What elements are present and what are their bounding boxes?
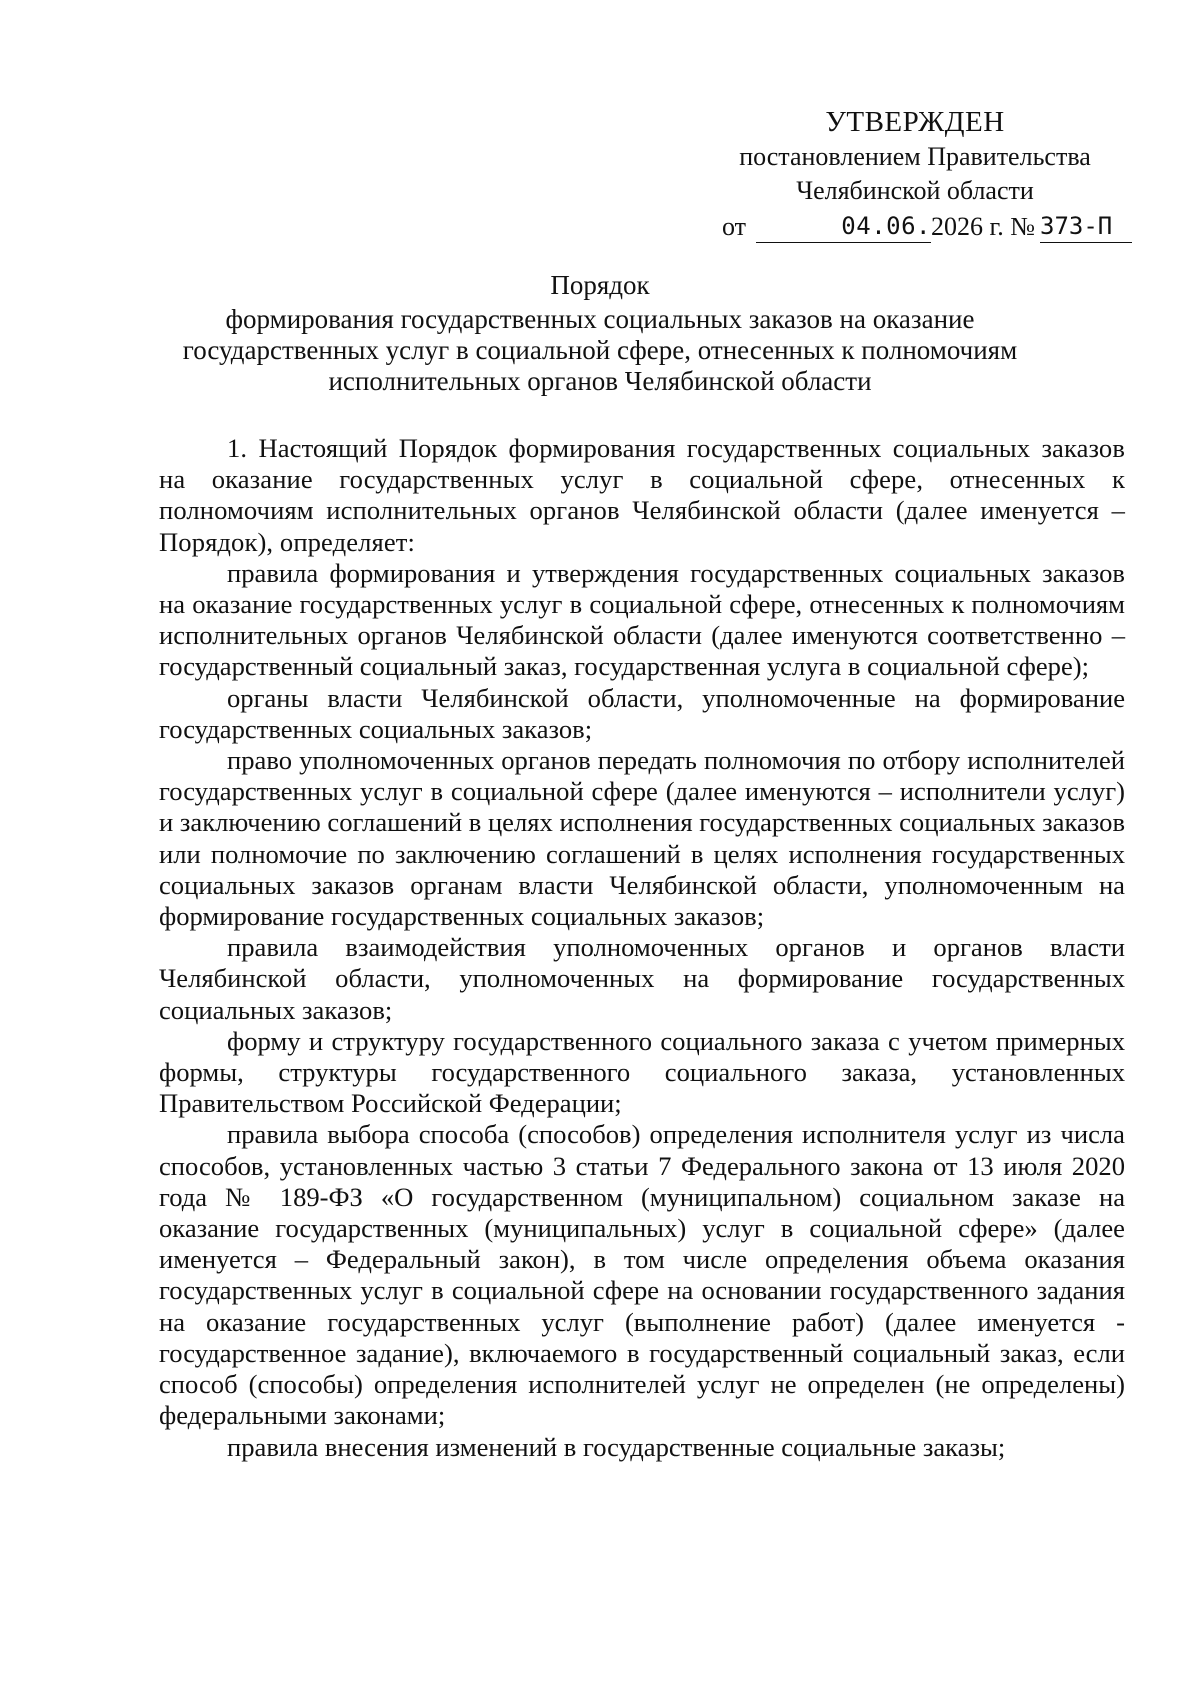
title-line: формирования государственных социальных заказов на оказание (225, 304, 975, 334)
paragraph-3: органы власти Челябинской области, уполномоченные на формирование государственных социальных заказов; (159, 682, 1125, 744)
paragraph-1: 1. Настоящий Порядок формирования государственных социальных заказов на оказание государственных услуг в социальной сфере, отнесенных к полномочиям исполнительных органов Челябинской области (далее именуется – Порядок), определяет: (159, 433, 1125, 557)
title-line: исполнительных органов Челябинской области (328, 366, 872, 396)
approval-date-number-line (722, 210, 1132, 246)
approval-date: 04.06. (756, 210, 931, 243)
paragraph-8: правила внесения изменений в государственные социальные заказы; (227, 1431, 1006, 1462)
title-line: государственных услуг в социальной сфере, отнесенных к полномочиям (182, 335, 1018, 365)
paragraph-6: форму и структуру государственного социального заказа с учетом примерных формы, структуры государственного социального заказа, установленных Правительством Российской Федерации; (159, 1025, 1125, 1119)
from-label: от (722, 212, 747, 241)
approval-line-region: Челябинской области (796, 176, 1034, 205)
document-title (150, 270, 1050, 397)
paragraph-4: право уполномоченных органов передать полномочия по отбору исполнителей государственных услуг в социальной сфере (далее именуются – исполнители услуг) и заключению соглашений в целях исполнения государственных социальных заказов или полномочие по заключению соглашений в целях исполнения государственных социальных заказов органам власти Челябинской области, уполномоченным на формирование государственных социальных заказов; (159, 745, 1125, 932)
approval-line-resolution: постановлением Правительства (739, 142, 1091, 171)
approval-title: УТВЕРЖДЕН (825, 106, 1005, 138)
approval-block (700, 104, 1130, 208)
approval-year-suffix: 2026 г. № (931, 212, 1036, 241)
paragraph-5: правила взаимодействия уполномоченных органов и органов власти Челябинской области, уполномоченных на формирование государственных социальных заказов; (159, 932, 1125, 1025)
paragraph-7: правила выбора способа (способов) определения исполнителя услуг из числа способов, установленных частью 3 статьи 7 Федерального закона от 13 июля 2020 года № 189-ФЗ «О государственном (муниципальном) социальном заказе на оказание государственных (муниципальных) услуг в социальной сфере» (далее именуется – Федеральный закон), в том числе определения объема оказания государственных услуг в социальной сфере на основании государственного задания на оказание государственных услуг (выполнение работ) (далее именуется - государственное задание), включаемого в государственный социальный заказ, если способ (способы) определения исполнителей услуг не определен (не определены) федеральными законами; (159, 1119, 1125, 1431)
paragraph-2: правила формирования и утверждения государственных социальных заказов на оказание государственных услуг в социальной сфере, отнесенных к полномочиям исполнительных органов Челябинской области (далее именуются соответственно – государственный социальный заказ, государственная услуга в социальной сфере); (159, 557, 1125, 682)
title-heading: Порядок (550, 270, 650, 300)
document-body (159, 433, 1125, 1463)
approval-number: 373-П (1040, 210, 1132, 243)
